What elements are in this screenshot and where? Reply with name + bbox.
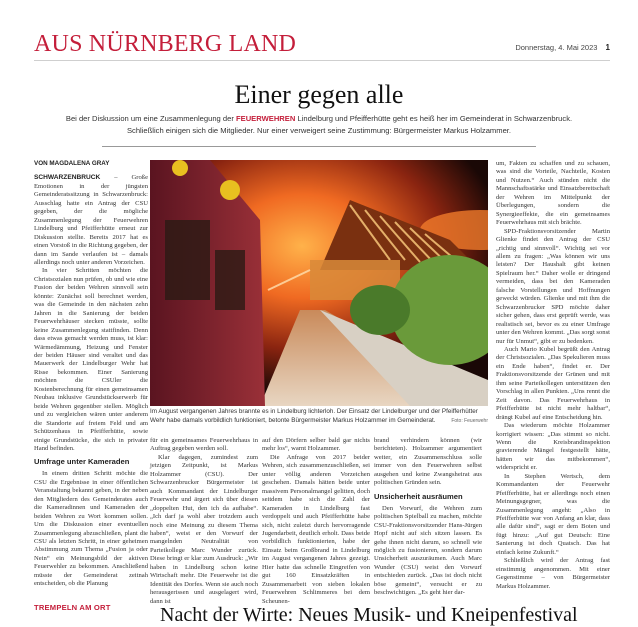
issue-date-line — [515, 43, 610, 52]
photo-illustration — [150, 160, 488, 406]
paragraph: In einem dritten Schritt möchte die CSU die Ergebnisse in einer öffentlichen Veranstaltung bekannt geben, in der neben den Mitgliedern des Gemeinderates auch die Kameradinnen und Kameraden der beiden Wehren zu Wort kommen sollen. Um die Diskussion einer eventuellen Zusammenlegung abzuschließen, plant die CSU als letzten Schritt, in einer geheimen Abstimmung zum Thema „Fusion ja oder Nein“ ein Meinungsbild der aktiven Feuerwehler zu bekommen. Anschließend müsste der Gemeinderat zeitnah entscheiden, ob die Planung — [34, 470, 148, 588]
article-headline: Einer gegen alle — [234, 80, 404, 109]
article-column-2 — [150, 437, 258, 606]
firefighter-helmet — [220, 180, 240, 200]
paragraph: Das wiederum möchte Holzammer korrigiert wissen: „Das stimmt so nicht. Wenn die Kreisbrandinspektion gravierende Mängel festgestellt hätte, hätten wir das mitbekommen“, widerspricht er. — [496, 422, 610, 472]
subheading: Umfrage unter Kameraden — [34, 457, 130, 467]
article-column-4 — [374, 437, 482, 598]
next-article-headline[interactable]: Nacht der Wirte: Neues Musik- und Kneipenfestival — [160, 604, 578, 626]
fire-truck-and-burning-barn-photo — [150, 160, 488, 406]
issue-date: Donnerstag, 4. Mai 2023 — [515, 43, 598, 52]
teaser-text-after: Lindelburg und Pfeifferhütte geht es heiß her im Gemeinderat in Schwarzenbruck. Schließlich einigen sich die Mitglieder. Nur einer verweigert seine Zustimmung: Bürgermeister Markus Holzammer. — [126, 114, 573, 135]
subheading: Unsicherheit ausräumen — [374, 491, 463, 501]
paragraph: auf den Dörfern selber bald gar nichts mehr los“, warnt Holzammer. — [262, 437, 370, 453]
teaser-keyword: FEUERWEHREN — [235, 114, 296, 123]
firefighter-helmet-2 — [172, 160, 188, 176]
caption-text: Im August vergangenen Jahres brannte es in Lindelburg lichterloh. Der Einsatz der Lindelburger und der Pfeifferhütter Wehr habe damals vorbildlich funktioniert, betonte Bürgermeister Markus Holzammer im Gemeinderat. — [150, 408, 478, 424]
teaser-text-before: Bei der Diskussion um eine Zusammenlegung der — [65, 114, 236, 123]
next-article-kicker: TREMPELN AM ORT — [34, 603, 111, 612]
photo-caption — [150, 408, 488, 425]
article-teaser — [60, 113, 578, 137]
photo-credit: Foto: Feuerwehr — [451, 417, 488, 424]
dateline: SCHWARZENBRUCK — [34, 174, 101, 182]
hedge-middle — [350, 285, 410, 335]
paragraph: Auch Mario Kubel begrüßt den Antrag der Christsozialen. „Das Spekulieren muss ein Ende haben“, findet er. Der Fraktionsvorsitzende der Grünen und mit ihm seine Parteikollegen unterstützen den Vorschlag in allen Punkten. „Uns rennt die Zeit davon. Das Feuerwehrhaus in Pfeifferhütte ist nicht mehr haltbar“, drängt Kubel auf eine Entscheidung hin. — [496, 345, 610, 421]
byline: VON MAGDALENA GRAY — [34, 160, 110, 167]
paragraph: Die Anfrage von 2017 beider Wehren, sich zusammenzuschließen, sei unter völlig anderen Vorzeichen geschehen. Damals hätten beide unter massivem Personalmangel gelitten, doch seitdem habe sich die Zahl der Kameraden in Lindelburg fast verdoppelt und auch Pfeifferhütte habe sich, nicht zuletzt durch hervorragende Jugendarbeit, deutlich erholt. Dass beide vorbildlich funktionierten, habe der Einsatz beim Großbrand in Lindelburg im August vergangenen Jahres gezeigt. Hier hatte das schnelle Eingreifen von gut 160 Einsatzkräften in Zusammenarbeit von sieben lokalen Feuerwehren Schlimmeres bei dem Scheunen- — [262, 453, 370, 605]
masthead — [34, 30, 610, 61]
teaser-divider — [102, 146, 536, 147]
truck-window-2 — [215, 250, 245, 310]
article-column-5 — [496, 160, 610, 591]
paragraph: In vier Schritten möchten die Christsozialen nun prüfen, ob und wie eine Fusion der beiden Wehren sinnvoll sein könnte: Zunächst soll berechnet werden, was die Gemeinde in den nächsten zehn Jahren in die Sanierung der beiden Feuerwehrhäuser stecken müsste, sollte keine Zusammenlegung stattfinden. Denn dass etwas gemacht werden muss, ist klar: Wärmedämmung, Heizung und Fenster der beiden Häuser sind veraltet und das Mauerwerk der Lindelburger Wehr hat Risse bekommen. Einer Sanierung möchten die CSUler die Kostenberechnung für einen gemeinsamen Neubau inklusive Grundstückserwerb für beide Wehren gegenüber stellen. Möglich und zu vergleichen wären unter anderem die Standorte auf freiem Feld und am Schützenhaus in Pfeifferhütte, sowie einige Grundstücke, die sich in privater Hand befinden. — [34, 267, 148, 452]
paragraph: SPD-Fraktionsvorsitzender Martin Glienke findet den Antrag der CSU „richtig und sinnvoll“. Wichtig sei vor allem zu fragen: „Was können wir uns leisten? Der Haushalt gibt keinen Spielraum her.“ Daher wolle er dringend vermeiden, dass bei den Kameraden falsche Vorstellungen und Hoffnungen geweckt würden. Glienke und mit ihm die Schwarzenbrucker SPD möchte daher sicher gehen, dass erst geprüft werde, was realistisch sei, bevor es zu einer Umfrage unter den Wehren kommt. „Das sorgt sonst nur für Unmut“, gibt er zu bedenken. — [496, 227, 610, 345]
paragraph: Klar dagegen, zumindest zum jetzigen Zeitpunkt, ist Markus Holzammer (CSU). Der Schwarzenbrucker Bürgermeister ist auch Kommandant der Lindelburger Feuerwehr und ärgert sich über diesen „doppelten Hut, den ich da aufhabe“. „Ich darf ja wohl aber trotzdem auch noch eine Meinung zu diesem Thema haben“, weist er den Vorwurf der mangelnden Neutralität von Parteikollege Marc Wunder zurück. Diese bringt er klar zum Ausdruck: „Wir haben in Lindelburg schon keine Wirtschaft mehr. Die Feuerwehr ist die Identität des Dorfes. Wenn sie auch noch herausgerissen und ausgelagert wird, dann ist — [150, 453, 258, 605]
paragraph — [34, 174, 148, 267]
paragraph: Den Vorwurf, die Wehren zum politischen Spielball zu machen, möchte CSU-Fraktionsvorsitzender Hans-Jürgen Hopf nicht auf sich sitzen lassen. Es gehe ihnen nicht darum, so schnell wie möglich zu fusionieren, sondern darum Unsicherheit auszuräumen. Auch Marc Wunder (CSU) weist den Vorwurf entschieden zurück. „Das ist doch nicht böse gemeint“, versucht er zu beschwichtigen. „Es geht hier dar- — [374, 504, 482, 597]
paragraph: für ein gemeinsames Feuerwehrhaus in Auftrag gegeben werden soll. — [150, 437, 258, 453]
truck-window — [165, 220, 210, 300]
paragraph: In Stephen Wertsch, dem Kommandanten der Feuerwehr Pfeifferhütte, hat er allerdings noch einen Meinungsgegner, was die Zusammenlegung angeht: „Also in Pfeifferhütte war von Anfang an klar, dass alle dafür sind“, sagt er dem Boten und fügt hinzu: „Auf gut Deutsch: Eine Sanierung ist doch Quatsch. Das hat einfach keine Zukunft.“ — [496, 472, 610, 556]
paragraph: um, Fakten zu schaffen und zu schauen, was sind die Vorteile, Nachteile, Kosten und Nutzen.“ Auch stünden nicht die Mannschaftsstärke und Einsatzbereitschaft der Wehren im Mittelpunkt der Überlegungen, sondern die Synergieeffekte, die ein gemeinsames Feuerwehrhaus mit sich brächte. — [496, 160, 610, 227]
article-column-1 — [34, 160, 148, 589]
article-column-3 — [262, 437, 370, 606]
paragraph-text: – Große Emotionen in der jüngsten Gemeinderatssitzung in Schwarzenbruck: Ausschlag hatte ein Antrag der CSU gegeben, der die mögliche Zusammenlegung der Feuerwehren Lindelburg und Pfeifferhütte erneut zur Diskussion stellte. Bereits 2017 hat es einen Vorstoß in die Richtung gegeben, der dann im Sande verlaufen ist – damals allerdings noch unter anderen Vorzeichen. — [34, 174, 148, 266]
page-number: 1 — [605, 43, 610, 52]
paragraph: Schließlich wird der Antrag fast einstimmig angenommen. Mit einer Gegenstimme – von Bürgermeister Markus Holzammer. — [496, 557, 610, 590]
paragraph: brand verhindern können (wir berichteten). Holzammer argumentiert weiter, ein Zusammenschluss solle immer von den Feuerwehren selbst ausgehen und keine Zwangsheirat aus politischen Gründen sein. — [374, 437, 482, 487]
section-title: AUS NÜRNBERG LAND — [34, 31, 297, 57]
